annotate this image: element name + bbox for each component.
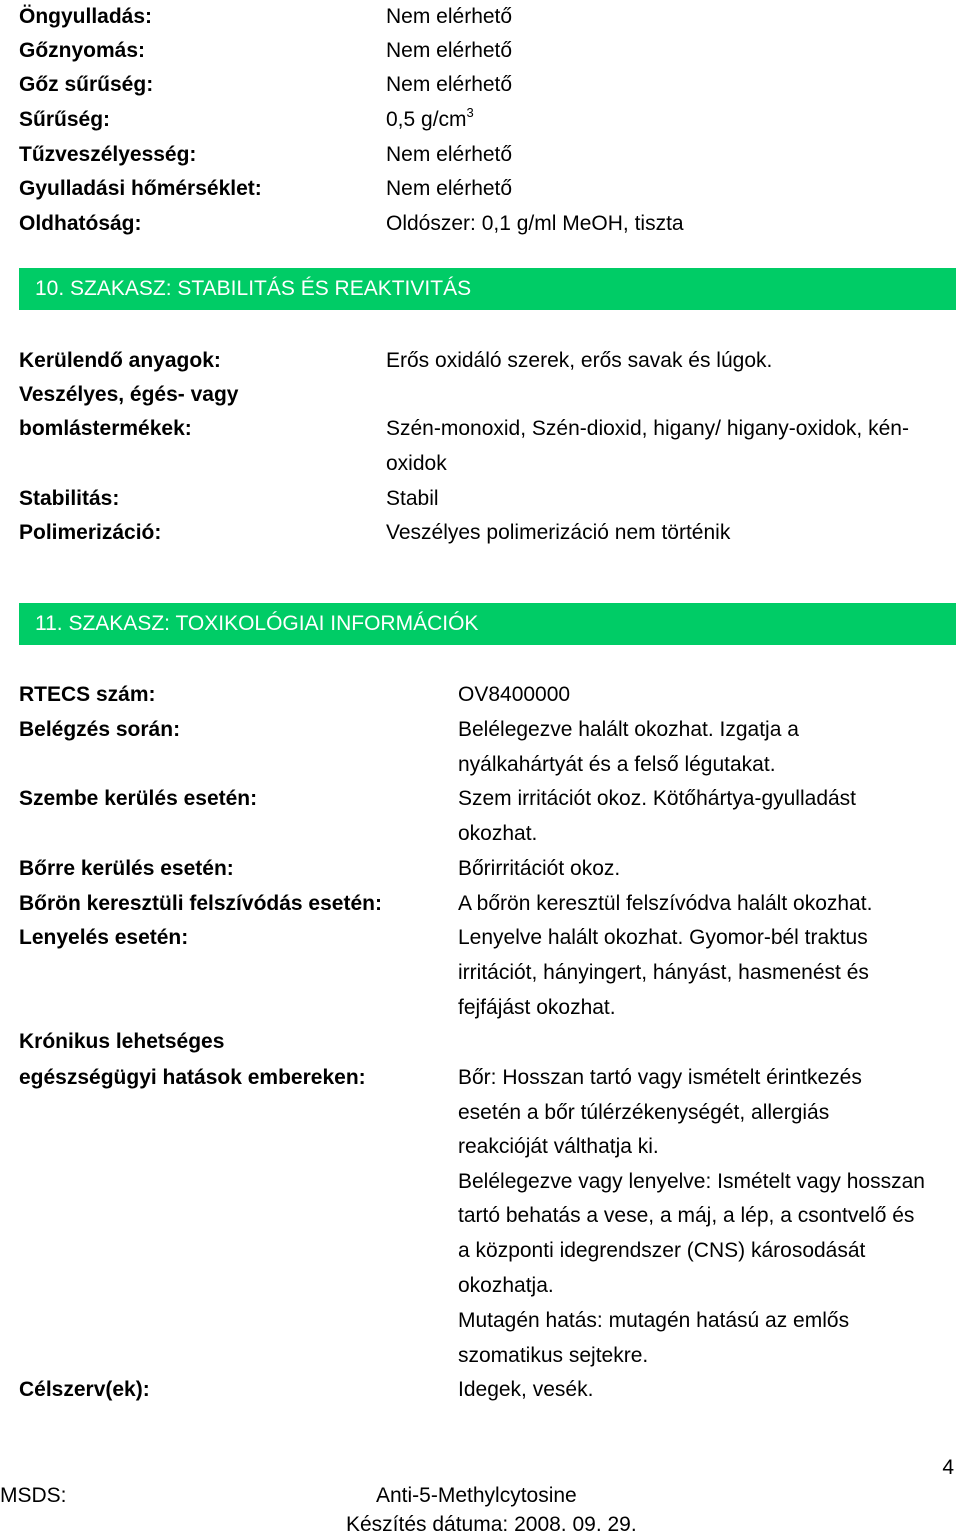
page-number: 4: [942, 1456, 954, 1479]
s11-value: reakcióját válthatja ki.: [458, 1135, 659, 1158]
prop-label: Öngyulladás:: [19, 5, 153, 28]
s11-value: Belélegezve vagy lenyelve: Ismételt vagy hosszan: [458, 1170, 925, 1193]
s11-value: okozhat.: [458, 822, 538, 845]
s11-value: okozhatja.: [458, 1274, 554, 1297]
s11-value: Bőr: Hosszan tartó vagy ismételt érintkezés: [458, 1066, 862, 1089]
prop-value: Nem elérhető: [386, 73, 513, 96]
s10-label: Kerülendő anyagok:: [19, 349, 221, 372]
prop-label: Tűzveszélyesség:: [19, 143, 197, 166]
s11-value: a központi idegrendszer (CNS) károsodását: [458, 1239, 866, 1262]
footer-date: Készítés dátuma: 2008. 09. 29.: [346, 1513, 637, 1536]
s11-value: Belélegezve halált okozhat. Izgatja a: [458, 718, 799, 741]
s11-label: Bőrön keresztüli felszívódás esetén:: [19, 892, 382, 915]
prop-label: Oldhatóság:: [19, 212, 142, 235]
s11-label: Bőrre kerülés esetén:: [19, 857, 234, 880]
footer-product-name: Anti-5-Methylcytosine: [376, 1484, 577, 1507]
s11-value: Bőrirritációt okoz.: [458, 857, 621, 880]
s11-value: Lenyelve halált okozhat. Gyomor-bél traktus: [458, 926, 868, 949]
s11-value: Mutagén hatás: mutagén hatású az emlős: [458, 1309, 850, 1332]
s11-label: egészségügyi hatások embereken:: [19, 1066, 366, 1089]
s11-value: Szem irritációt okoz. Kötőhártya-gyulladást: [458, 787, 857, 810]
prop-label: Gőznyomás:: [19, 39, 146, 62]
prop-value: [386, 103, 474, 137]
s11-value: nyálkahártyát és a felső légutakat.: [458, 753, 776, 776]
s10-label: Polimerizáció:: [19, 521, 162, 544]
s11-label: Lenyelés esetén:: [19, 926, 189, 949]
s10-value: Erős oxidáló szerek, erős savak és lúgok.: [386, 349, 773, 372]
prop-value: Nem elérhető: [386, 5, 513, 28]
prop-value: Oldószer: 0,1 g/ml MeOH, tiszta: [386, 212, 684, 235]
prop-value: Nem elérhető: [386, 39, 513, 62]
s10-value: Veszélyes polimerizáció nem történik: [386, 521, 731, 544]
s11-label: Belégzés során:: [19, 718, 181, 741]
prop-value: Nem elérhető: [386, 177, 513, 200]
prop-label: Gőz sűrűség:: [19, 73, 154, 96]
s11-value: tartó behatás a vese, a máj, a lép, a csontvelő és: [458, 1204, 915, 1227]
s10-label: bomlástermékek:: [19, 417, 192, 440]
prop-label: Gyulladási hőmérséklet:: [19, 177, 262, 200]
s10-label: Veszélyes, égés- vagy: [19, 383, 239, 406]
s11-value: Idegek, vesék.: [458, 1378, 594, 1401]
s10-label: Stabilitás:: [19, 487, 120, 510]
s10-value: Szén-monoxid, Szén-dioxid, higany/ higany-oxidok, kén-: [386, 417, 909, 440]
density-exponent: 3: [466, 105, 474, 120]
section-11-banner: 11. SZAKASZ: TOXIKOLÓGIAI INFORMÁCIÓK: [19, 603, 956, 645]
s10-value: oxidok: [386, 452, 447, 475]
s11-label: Szembe kerülés esetén:: [19, 787, 258, 810]
s11-value: fejfájást okozhat.: [458, 996, 616, 1019]
prop-label: Sűrűség:: [19, 108, 111, 131]
density-value: 0,5 g/cm: [386, 108, 467, 131]
prop-value: Nem elérhető: [386, 143, 513, 166]
s11-value: szomatikus sejtekre.: [458, 1344, 649, 1367]
s11-value: irritációt, hányingert, hányást, hasmenést és: [458, 961, 869, 984]
s11-value: OV8400000: [458, 683, 571, 706]
s11-label: RTECS szám:: [19, 683, 156, 706]
s11-label: Krónikus lehetséges: [19, 1030, 225, 1053]
s11-label: Célszerv(ek):: [19, 1378, 150, 1401]
footer-msds-label: MSDS:: [0, 1484, 67, 1507]
section-10-banner: 10. SZAKASZ: STABILITÁS ÉS REAKTIVITÁS: [19, 268, 956, 310]
s11-value: esetén a bőr túlérzékenységét, allergiás: [458, 1101, 830, 1124]
s11-value: A bőrön keresztül felszívódva halált okozhat.: [458, 892, 873, 915]
s10-value: Stabil: [386, 487, 439, 510]
